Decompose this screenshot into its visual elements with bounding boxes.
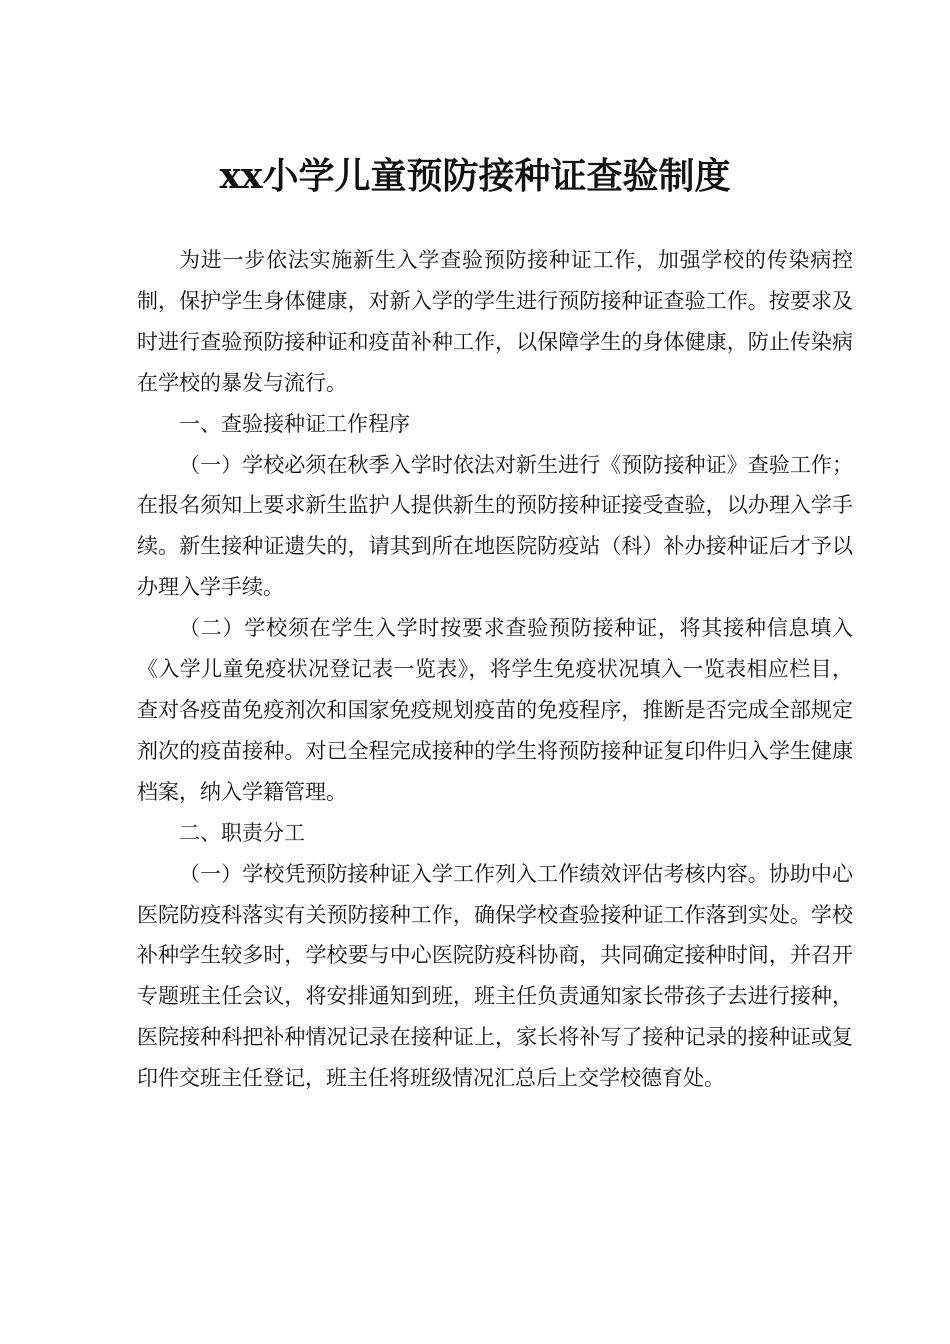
- section-heading-responsibilities: 二、职责分工: [179, 820, 305, 845]
- procedure-item-2: （二）学校须在学生入学时按要求查验预防接种证，将其接种信息填入《入学儿童免疫状况登记表一览表》，将学生免疫状况填入一览表相应栏目，查对各疫苗免疫剂次和国家免疫规划疫苗的免疫程序，推断是否完成全部规定剂次的疫苗接种。对已全程完成接种的学生将预防接种证复印件归入学生健康档案，纳入学籍管理。: [137, 616, 853, 804]
- responsibilities-item-1: （一）学校凭预防接种证入学工作列入工作绩效评估考核内容。协助中心医院防疫科落实有关预防接种工作，确保学校查验接种证工作落到实处。学校补种学生较多时，学校要与中心医院防疫科协商，共同确定接种时间，并召开专题班主任会议，将安排通知到班，班主任负责通知家长带孩子去进行接种，医院接种科把补种情况记录在接种证上，家长将补写了接种记录的接种证或复印件交班主任登记，班主任将班级情况汇总后上交学校德育处。: [137, 861, 853, 1091]
- document-body: [137, 240, 853, 1099]
- procedure-item-1: （一）学校必须在秋季入学时依法对新生进行《预防接种证》查验工作；在报名须知上要求新生监护人提供新生的预防接种证接受查验，以办理入学手续。新生接种证遗失的，请其到所在地医院防疫站（科）补办接种证后才予以办理入学手续。: [137, 452, 853, 600]
- document-title: xx小学儿童预防接种证查验制度: [219, 155, 731, 197]
- intro-paragraph: 为进一步依法实施新生入学查验预防接种证工作，加强学校的传染病控制，保护学生身体健康，对新入学的学生进行预防接种证查验工作。按要求及时进行查验预防接种证和疫苗补种工作，以保障学生的身体健康，防止传染病在学校的暴发与流行。: [137, 248, 853, 395]
- section-heading-procedure: 一、查验接种证工作程序: [179, 411, 410, 436]
